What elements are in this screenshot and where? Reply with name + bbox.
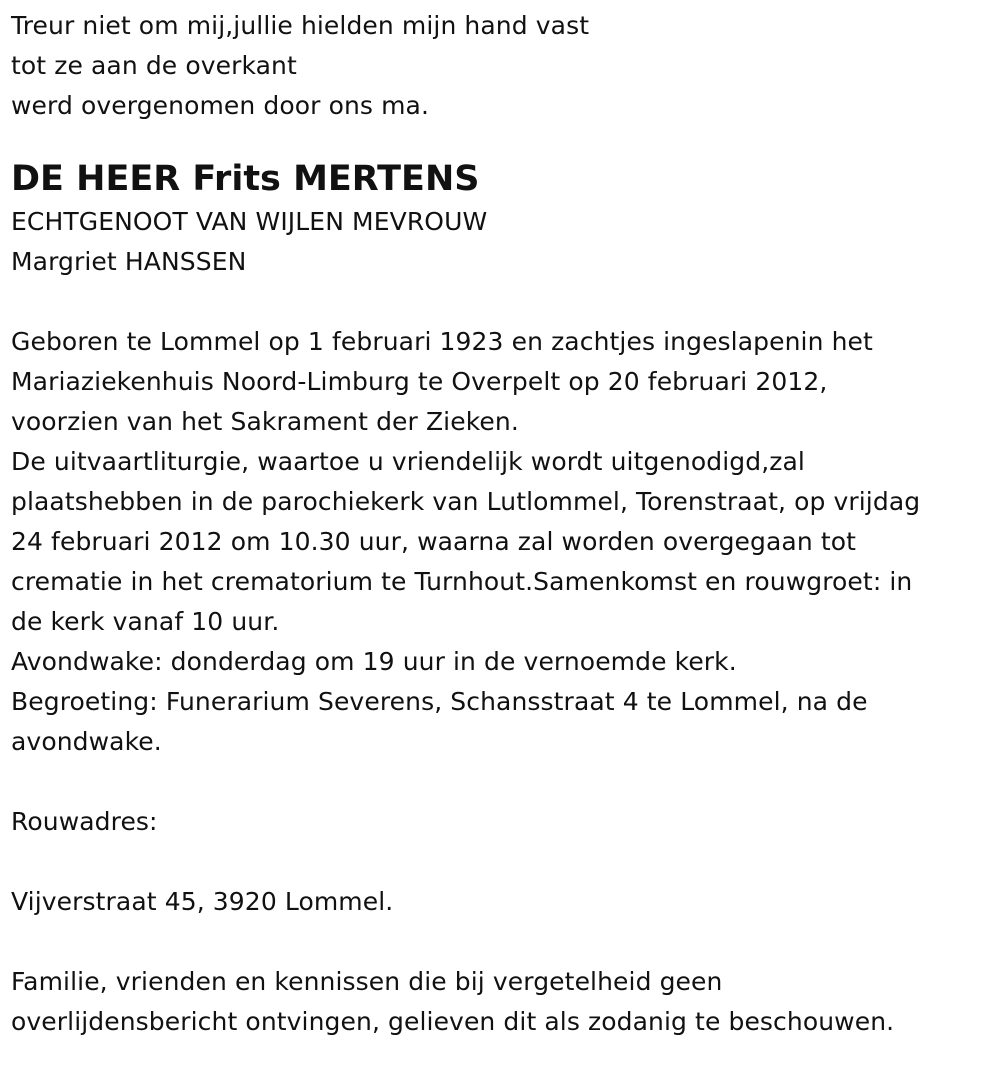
body-line: avondwake. bbox=[11, 727, 162, 756]
closing-note bbox=[11, 962, 996, 1042]
body-line: Begroeting: Funerarium Severens, Schansstraat 4 te Lommel, na de bbox=[11, 687, 868, 716]
obituary-notice bbox=[11, 6, 996, 1042]
body-line: Avondwake: donderdag om 19 uur in de vernoemde kerk. bbox=[11, 647, 737, 676]
poem-line: Treur niet om mij,jullie hielden mijn hand vast bbox=[11, 11, 590, 40]
poem bbox=[11, 6, 996, 126]
body-line: voorzien van het Sakrament der Zieken. bbox=[11, 407, 519, 436]
body-line: 24 februari 2012 om 10.30 uur, waarna zal worden overgegaan tot bbox=[11, 527, 857, 556]
deceased-header bbox=[11, 156, 996, 282]
body-line: crematie in het crematorium te Turnhout.Samenkomst en rouwgroet: in bbox=[11, 567, 913, 596]
address-value: Vijverstraat 45, 3920 Lommel. bbox=[11, 887, 394, 916]
body-line: plaatshebben in de parochiekerk van Lutlommel, Torenstraat, op vrijdag bbox=[11, 487, 921, 516]
address-label: Rouwadres: bbox=[11, 807, 158, 836]
poem-line: werd overgenomen door ons ma. bbox=[11, 91, 430, 120]
closing-line: Familie, vrienden en kennissen die bij vergetelheid geen bbox=[11, 967, 723, 996]
body-line: de kerk vanaf 10 uur. bbox=[11, 607, 280, 636]
notice-body bbox=[11, 322, 996, 762]
body-line: Mariaziekenhuis Noord-Limburg te Overpelt op 20 februari 2012, bbox=[11, 367, 828, 396]
deceased-name: DE HEER Frits MERTENS bbox=[11, 159, 480, 199]
body-line: Geboren te Lommel op 1 februari 1923 en zachtjes ingeslapenin het bbox=[11, 327, 873, 356]
relation-line: ECHTGENOOT VAN WIJLEN MEVROUW bbox=[11, 207, 488, 236]
body-line: De uitvaartliturgie, waartoe u vriendelijk wordt uitgenodigd,zal bbox=[11, 447, 805, 476]
closing-line: overlijdensbericht ontvingen, gelieven dit als zodanig te beschouwen. bbox=[11, 1007, 895, 1036]
spouse-name: Margriet HANSSEN bbox=[11, 247, 247, 276]
poem-line: tot ze aan de overkant bbox=[11, 51, 297, 80]
